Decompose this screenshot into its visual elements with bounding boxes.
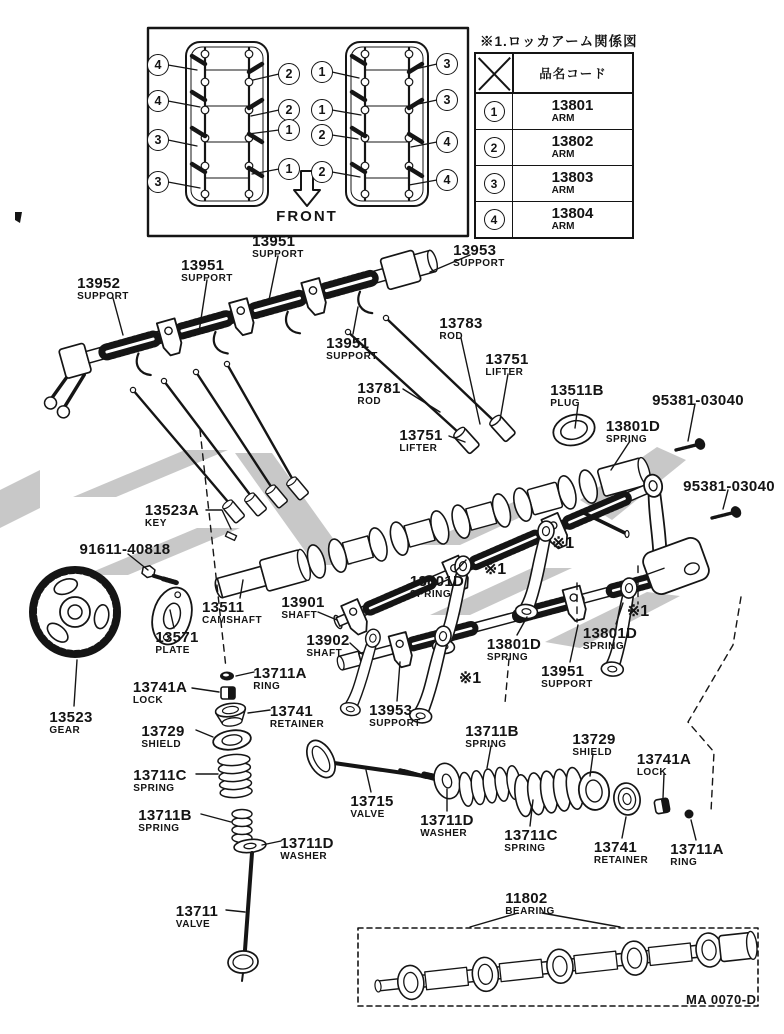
- front-label: FRONT: [276, 208, 338, 225]
- row-part-number: 13804: [551, 205, 594, 223]
- part-name: RING: [670, 857, 698, 868]
- rocker-arm-callout: 1: [311, 61, 333, 83]
- part-name: RING: [253, 681, 281, 692]
- part-number: 13711C: [133, 767, 187, 784]
- part-name: SHAFT: [306, 648, 343, 659]
- part-label: [439, 316, 482, 342]
- part-name: SHIELD: [572, 747, 613, 758]
- part-label: [505, 891, 555, 917]
- ref-marker: ※1: [626, 603, 650, 620]
- part-name: WASHER: [280, 851, 328, 862]
- row-part-name: ARM: [551, 221, 575, 233]
- part-number: 13751: [399, 427, 443, 444]
- part-name: VALVE: [350, 809, 385, 820]
- part-number: 95381-03040: [652, 392, 744, 409]
- table-header-label: 品名コード: [539, 67, 607, 81]
- part-name: SUPPORT: [541, 679, 593, 690]
- part-label: [145, 503, 199, 529]
- part-name: SHIELD: [141, 739, 182, 750]
- part-name: VALVE: [175, 919, 211, 930]
- row-part-number: 13801: [551, 97, 594, 115]
- part-number: 13741A: [132, 679, 188, 696]
- part-name: SPRING: [133, 783, 175, 794]
- part-label: [399, 428, 442, 454]
- part-number: 13741: [269, 703, 314, 720]
- part-number: 13511B: [550, 382, 604, 399]
- part-label: [281, 595, 324, 621]
- part-name: SPRING: [465, 739, 507, 750]
- part-label: [252, 234, 304, 260]
- part-label: [138, 808, 192, 834]
- part-label: [133, 680, 187, 706]
- part-label: [350, 794, 393, 820]
- rocker-arm-callout: 4: [147, 54, 169, 76]
- part-number: 13741: [593, 839, 638, 856]
- part-label: [77, 276, 129, 302]
- part-name: SUPPORT: [369, 718, 421, 729]
- part-name: SUPPORT: [453, 258, 505, 269]
- rocker-arm-callout: 3: [436, 53, 458, 75]
- part-label: [652, 393, 744, 408]
- part-name: KEY: [144, 518, 167, 529]
- part-number: 13711D: [280, 835, 334, 852]
- crossed-cell-icon: [476, 54, 514, 92]
- row-number-circle: 3: [484, 173, 505, 194]
- part-number: 13729: [141, 723, 185, 740]
- part-number: 13711D: [420, 812, 474, 829]
- part-label: [410, 574, 464, 600]
- part-label: [594, 840, 648, 866]
- part-name: BEARING: [505, 906, 555, 917]
- row-number-circle: 2: [484, 137, 505, 158]
- part-name: LOCK: [132, 695, 164, 706]
- part-number: 13571: [155, 629, 199, 646]
- rocker-arm-callout: 1: [278, 158, 300, 180]
- row-part-number: 13803: [551, 169, 594, 187]
- table-row: [476, 94, 632, 130]
- part-number: 13711: [175, 903, 219, 920]
- rocker-arm-callout: 3: [147, 171, 169, 193]
- part-number: 13953: [453, 242, 497, 259]
- part-number: 13711C: [504, 827, 558, 844]
- part-label: [80, 542, 171, 557]
- part-label: [420, 813, 474, 839]
- rocker-arm-callout: 2: [311, 161, 333, 183]
- part-name: ROD: [357, 396, 382, 407]
- part-number: 13801D: [605, 418, 661, 435]
- part-label: [487, 637, 541, 663]
- part-number: 13781: [357, 380, 401, 397]
- row-part-name: ARM: [551, 185, 575, 197]
- part-name: CAMSHAFT: [201, 615, 263, 626]
- part-name: PLUG: [550, 398, 581, 409]
- part-name: SPRING: [504, 843, 546, 854]
- rocker-arm-callout: 2: [278, 99, 300, 121]
- part-name: LIFTER: [485, 367, 524, 378]
- part-number: 13511: [201, 599, 245, 616]
- rocker-arm-callout: 2: [278, 63, 300, 85]
- part-label: [253, 666, 307, 692]
- part-label: [606, 419, 660, 445]
- part-name: LOCK: [636, 767, 668, 778]
- part-name: SPRING: [138, 823, 180, 834]
- table-row: [476, 166, 632, 202]
- table-row: [476, 202, 632, 237]
- table-row: [476, 130, 632, 166]
- ref-marker: ※1: [483, 561, 507, 578]
- part-number: 13951: [326, 335, 370, 352]
- part-label: [155, 630, 198, 656]
- part-name: GEAR: [49, 725, 81, 736]
- part-number: 13711B: [138, 807, 192, 824]
- part-label: [326, 336, 378, 362]
- part-label: [572, 732, 615, 758]
- part-label: [670, 842, 724, 868]
- part-label: [176, 904, 218, 930]
- part-label: [202, 600, 262, 626]
- part-name: SUPPORT: [181, 273, 233, 284]
- part-number: 13711B: [465, 723, 519, 740]
- rocker-arm-table: [474, 52, 634, 239]
- part-label: [453, 243, 505, 269]
- rocker-arm-table-title: ※1.ロッカアーム関係図: [480, 34, 638, 49]
- part-label: [270, 704, 324, 730]
- part-number: 13953: [369, 702, 413, 719]
- part-name: SHAFT: [281, 610, 318, 621]
- part-name: SPRING: [486, 652, 529, 663]
- part-number: 13783: [439, 315, 483, 332]
- part-number: 13523A: [144, 502, 200, 519]
- part-name: SPRING: [605, 434, 648, 445]
- part-number: 13801D: [409, 573, 465, 590]
- part-name: SUPPORT: [252, 249, 304, 260]
- part-label: [49, 710, 92, 736]
- part-number: 13523: [49, 709, 93, 726]
- part-name: RETAINER: [269, 719, 325, 730]
- rocker-arm-callout: 2: [311, 124, 333, 146]
- rocker-arm-callout: 3: [147, 129, 169, 151]
- drawing-code: MA 0070-D: [686, 992, 757, 1007]
- rocker-arm-callout: 4: [147, 90, 169, 112]
- part-label: [504, 828, 558, 854]
- part-label: [369, 703, 421, 729]
- part-name: LIFTER: [399, 443, 438, 454]
- part-label: [550, 383, 604, 409]
- row-number-circle: 1: [484, 101, 505, 122]
- part-number: 11802: [505, 890, 548, 907]
- row-number-circle: 4: [484, 209, 505, 230]
- part-label: [465, 724, 519, 750]
- part-label: [280, 836, 334, 862]
- part-number: 13902: [306, 632, 350, 649]
- part-name: RETAINER: [593, 855, 649, 866]
- row-part-name: ARM: [551, 149, 575, 161]
- part-number: 13951: [252, 233, 296, 250]
- part-name: SUPPORT: [326, 351, 378, 362]
- ref-marker: ※1: [458, 670, 482, 687]
- part-label: [141, 724, 184, 750]
- rocker-arm-callout: 4: [436, 131, 458, 153]
- part-label: [357, 381, 400, 407]
- part-label: [683, 479, 775, 494]
- part-number: 13711A: [253, 665, 307, 682]
- part-number: 13951: [181, 257, 225, 274]
- row-part-number: 13802: [551, 133, 594, 151]
- part-label: [637, 752, 691, 778]
- part-name: SUPPORT: [77, 291, 129, 302]
- part-name: PLATE: [155, 645, 190, 656]
- part-name: SPRING: [409, 589, 452, 600]
- part-label: [133, 768, 187, 794]
- table-header-row: [476, 54, 632, 94]
- part-name: ROD: [439, 331, 464, 342]
- part-number: 13952: [77, 275, 121, 292]
- part-number: 13711A: [670, 841, 724, 858]
- ref-marker: ※1: [551, 535, 575, 552]
- part-number: 91611-40818: [79, 541, 171, 558]
- part-number: 13801D: [582, 625, 638, 642]
- rocker-arm-callout: 3: [436, 89, 458, 111]
- part-name: SPRING: [582, 641, 625, 652]
- rocker-arm-callout: 4: [436, 169, 458, 191]
- part-number: 13801D: [486, 636, 542, 653]
- part-name: WASHER: [420, 828, 468, 839]
- part-number: 13729: [572, 731, 616, 748]
- rocker-arm-callout: 1: [311, 99, 333, 121]
- part-label: [485, 352, 528, 378]
- part-number: 13951: [541, 663, 585, 680]
- part-number: 13715: [350, 793, 394, 810]
- part-label: [306, 633, 349, 659]
- rocker-arm-callout: 1: [278, 119, 300, 141]
- part-label: [181, 258, 233, 284]
- part-label: [541, 664, 593, 690]
- part-label: [583, 626, 637, 652]
- part-number: 13751: [485, 351, 529, 368]
- part-number: 95381-03040: [683, 478, 775, 495]
- row-part-name: ARM: [551, 113, 575, 125]
- part-number: 13741A: [636, 751, 692, 768]
- part-number: 13901: [281, 594, 325, 611]
